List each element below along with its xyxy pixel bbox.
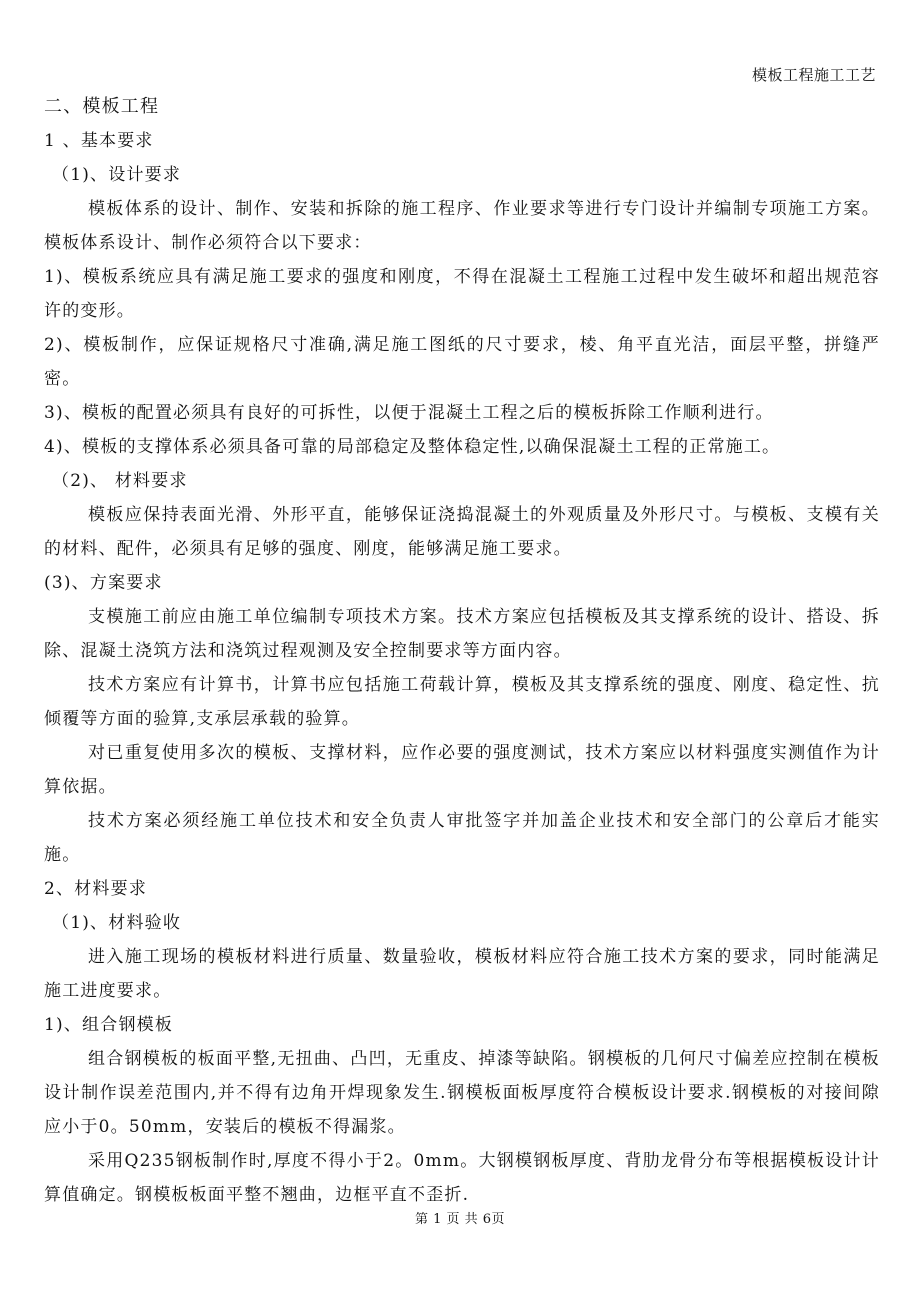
heading-steel-formwork: 1)、组合钢模板 bbox=[44, 1015, 174, 1035]
heading-design-requirements: （1)、设计要求 bbox=[52, 165, 182, 185]
list-item-fabrication: 2)、模板制作，应保证规格尺寸准确,满足施工图纸的尺寸要求，棱、角平直光洁，面层平整，拼缝严密。 bbox=[44, 335, 880, 389]
heading-basic-requirements: 1 、基本要求 bbox=[44, 131, 154, 151]
paragraph-calculation: 技术方案应有计算书，计算书应包括施工荷载计算，模板及其支撑系统的强度、刚度、稳定性、抗倾覆等方面的验算,支承层承载的验算。 bbox=[44, 675, 880, 729]
paragraph-strength-test: 对已重复使用多次的模板、支撑材料，应作必要的强度测试，技术方案应以材料强度实测值作为计算依据。 bbox=[44, 743, 880, 797]
section-title: 二、模板工程 bbox=[44, 96, 160, 117]
paragraph-plan-scope: 支模施工前应由施工单位编制专项技术方案。技术方案应包括模板及其支撑系统的设计、搭设、拆除、混凝土浇筑方法和浇筑过程观测及安全控制要求等方面内容。 bbox=[44, 607, 880, 661]
paragraph-material-requirements: 模板应保持表面光滑、外形平直，能够保证浇捣混凝土的外观质量及外形尺寸。与模板、支模有关的材料、配件，必须具有足够的强度、刚度，能够满足施工要求。 bbox=[44, 505, 880, 559]
heading-material-requirements: （2)、 材料要求 bbox=[52, 471, 188, 491]
list-item-stability: 4)、模板的支撑体系必须具备可靠的局部稳定及整体稳定性,以确保混凝土工程的正常施工。 bbox=[44, 437, 781, 457]
document-body bbox=[44, 90, 880, 1212]
page-footer: 第 1 页 共 6页 bbox=[414, 1212, 506, 1227]
list-item-removability: 3)、模板的配置必须具有良好的可拆性，以便于混凝土工程之后的模板拆除工作顺利进行。 bbox=[44, 403, 774, 423]
paragraph-q235: 采用Q235钢板制作时,厚度不得小于2。0mm。大钢模钢板厚度、背肋龙骨分布等根据模板设计计算值确定。钢模板板面平整不翘曲，边框平直不歪折. bbox=[44, 1151, 880, 1205]
list-item-strength: 1)、模板系统应具有满足施工要求的强度和刚度，不得在混凝土工程施工过程中发生破坏和超出规范容许的变形。 bbox=[44, 267, 880, 321]
heading-material-acceptance: （1)、材料验收 bbox=[52, 913, 182, 933]
paragraph-design-intro: 模板体系的设计、制作、安装和拆除的施工程序、作业要求等进行专门设计并编制专项施工方案。模板体系设计、制作必须符合以下要求： bbox=[44, 199, 880, 253]
paragraph-steel-formwork: 组合钢模板的板面平整,无扭曲、凸凹，无重皮、掉漆等缺陷。钢模板的几何尺寸偏差应控制在模板设计制作误差范围内,并不得有边角开焊现象发生.钢模板面板厚度符合模板设计要求.钢模板的对接间隙应小于0。50mm，安装后的模板不得漏浆。 bbox=[44, 1049, 880, 1137]
paragraph-approval: 技术方案必须经施工单位技术和安全负责人审批签字并加盖企业技术和安全部门的公章后才能实施。 bbox=[44, 811, 880, 865]
heading-materials: 2、材料要求 bbox=[44, 879, 148, 899]
paragraph-material-acceptance: 进入施工现场的模板材料进行质量、数量验收，模板材料应符合施工技术方案的要求，同时能满足施工进度要求。 bbox=[44, 947, 880, 1001]
running-header-title: 模板工程施工工艺 bbox=[751, 66, 876, 84]
heading-plan-requirements: (3)、方案要求 bbox=[44, 573, 163, 593]
